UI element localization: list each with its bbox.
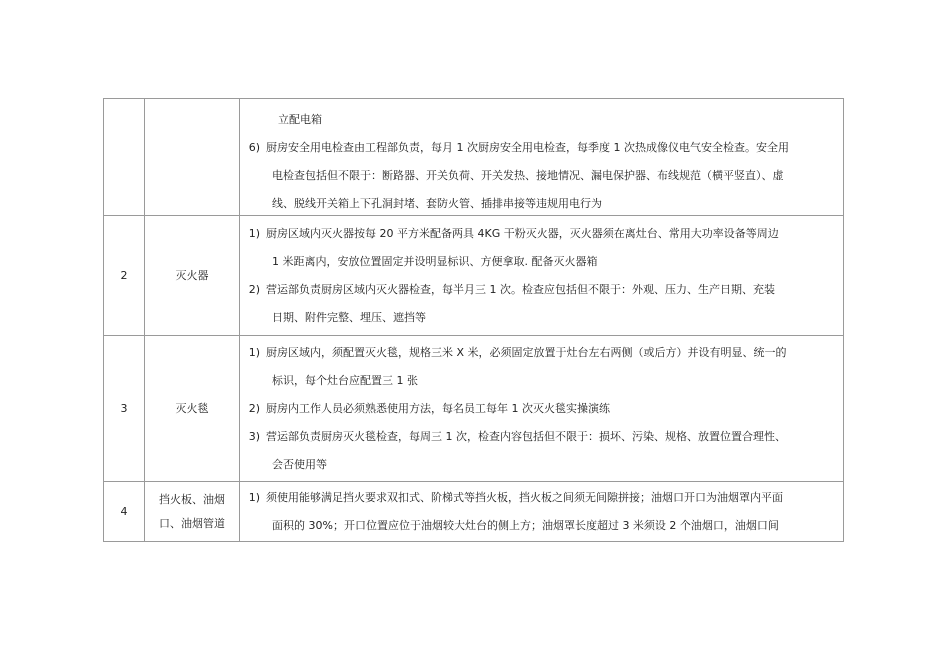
list-marker: 1): [248, 491, 260, 504]
row-content: [240, 336, 844, 482]
list-marker: 3): [248, 430, 260, 443]
line-text: 厨房区域内，须配置灭火毯，规格三米 X 米，必须固定放置于灶台左右两侧（或后方）并设有明显、统一的: [266, 346, 787, 359]
line-text: 线、脱线开关箱上下孔洞封堵、套防火管、插排串接等违规用电行为: [272, 197, 602, 210]
row-content: [240, 99, 844, 216]
row-item-name: [145, 482, 240, 542]
item-name-line: 挡火板、油烟: [159, 492, 225, 506]
content-line: [240, 514, 843, 537]
list-marker: 2): [248, 283, 260, 296]
content-line: [240, 397, 843, 420]
list-marker: 1): [248, 227, 260, 240]
list-marker: 2): [248, 402, 260, 415]
content-line: [240, 222, 843, 245]
line-text: 厨房内工作人员必须熟悉使用方法，每名员工每年 1 次灭火毯实操演练: [266, 402, 610, 415]
line-text: 日期、附件完整、埋压、遮挡等: [272, 311, 426, 324]
row-item-name: 灭火毯: [145, 336, 240, 482]
table-row: [104, 336, 844, 482]
row-content: [240, 482, 844, 542]
content-line: [240, 369, 843, 392]
table-row: [104, 99, 844, 216]
line-text: 厨房区域内灭火器按每 20 平方米配备两具 4KG 干粉灭火器，灭火器须在离灶台、常用大功率设备等周边: [266, 227, 779, 240]
content-line: [240, 341, 843, 364]
line-text: 电检查包括但不限于：断路器、开关负荷、开关发热、接地情况、漏电保护器、布线规范（横平竖直）、虚: [272, 169, 784, 182]
line-text: 营运部负责厨房灭火毯检查，每周三 1 次，检查内容包括但不限于：损坏、污染、规格、放置位置合理性、: [266, 430, 786, 443]
content-line: [240, 164, 843, 187]
row-number: [104, 99, 145, 216]
table-row: [104, 482, 844, 542]
item-name-line: 口、油烟管道: [159, 516, 225, 530]
row-content: [240, 216, 844, 336]
content-line: [240, 192, 843, 215]
list-marker: 1): [248, 346, 260, 359]
content-line: [240, 425, 843, 448]
line-text: 厨房安全用电检查由工程部负责，每月 1 次厨房安全用电检查，每季度 1 次热成像仪电气安全检查。安全用: [266, 141, 789, 154]
content-line: [240, 278, 843, 301]
line-text: 立配电箱: [278, 113, 322, 126]
line-text: 面积的 30%；开口位置应位于油烟较大灶台的侧上方；油烟罩长度超过 3 米须设 2 个油烟口，油烟口间: [272, 519, 779, 532]
content-line: [240, 453, 843, 476]
line-text: 会否使用等: [272, 458, 327, 471]
line-text: 标识，每个灶台应配置三 1 张: [272, 374, 418, 387]
table-row: [104, 216, 844, 336]
content-line: [240, 136, 843, 159]
line-text: 1 米距离内，安放位置固定并设明显标识、方便拿取. 配备灭火器箱: [272, 255, 598, 268]
content-line: [240, 250, 843, 273]
row-item-name: [145, 99, 240, 216]
kitchen-safety-table: [103, 98, 844, 542]
line-text: 须使用能够满足挡火要求双扣式、阶梯式等挡火板，挡火板之间须无间隙拼接；油烟口开口为油烟罩内平面: [266, 491, 783, 504]
row-number: 4: [104, 482, 145, 542]
line-text: 营运部负责厨房区域内灭火器检查，每半月三 1 次。检查应包括但不限于：外观、压力、生产日期、充装: [266, 283, 775, 296]
row-number: 3: [104, 336, 145, 482]
row-item-name: 灭火器: [145, 216, 240, 336]
content-line: [240, 108, 843, 131]
list-marker: 6): [248, 141, 260, 154]
row-number: 2: [104, 216, 145, 336]
content-line: [240, 486, 843, 509]
content-line: [240, 306, 843, 329]
